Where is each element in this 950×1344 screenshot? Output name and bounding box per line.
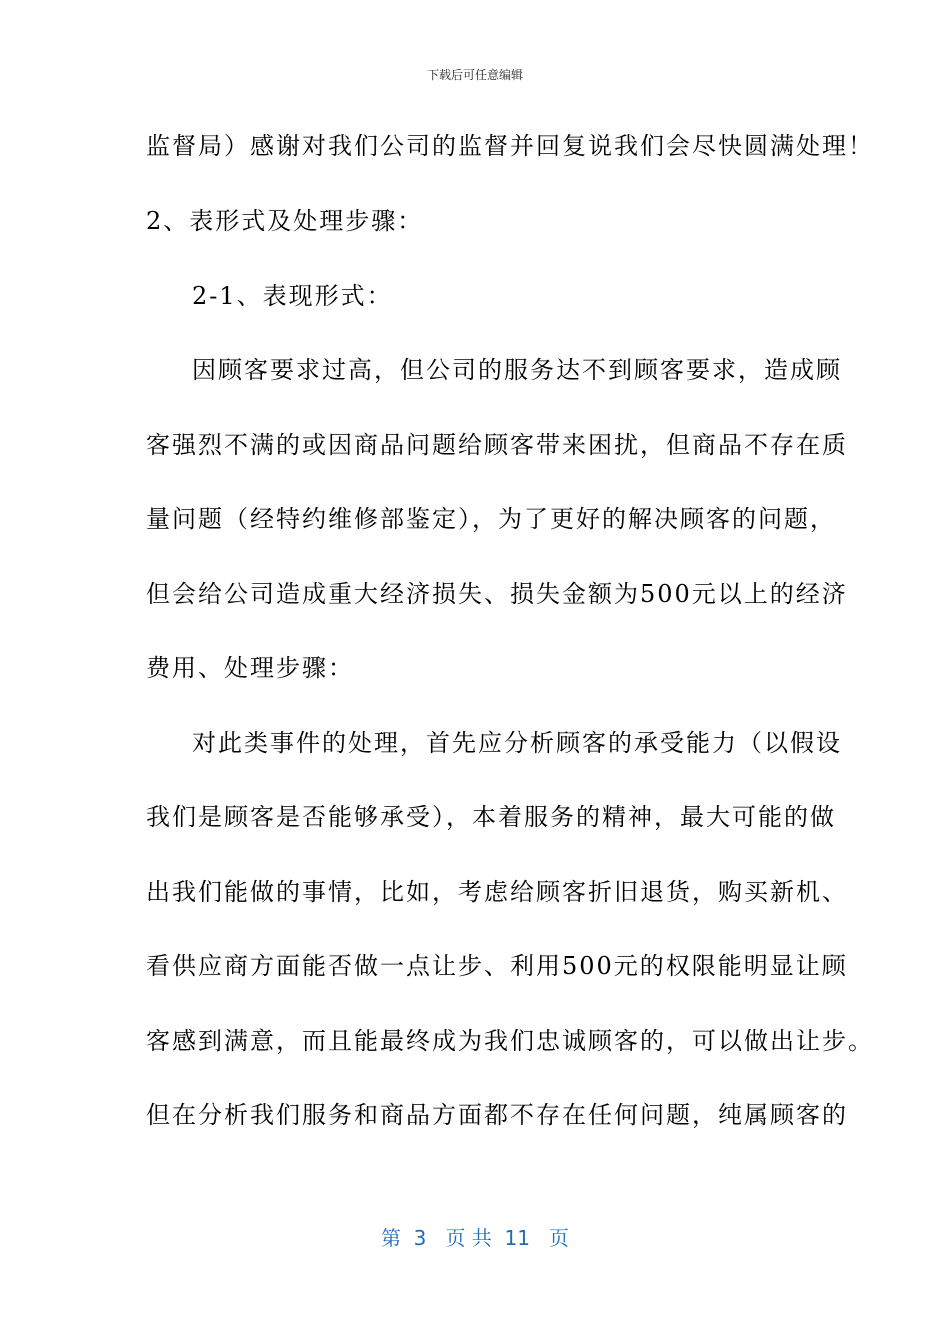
body-line-11: 出我们能做的事情，比如，考虑给顾客折旧退货，购买新机、 xyxy=(146,878,848,906)
body-line-1: 监督局）感谢对我们公司的监督并回复说我们会尽快圆满处理！ xyxy=(146,132,874,160)
body-line-8: 费用、处理步骤： xyxy=(146,654,354,682)
section-heading: 2、表形式及处理步骤： xyxy=(146,207,424,235)
body-line-5: 客强烈不满的或因商品问题给顾客带来困扰，但商品不存在质 xyxy=(146,431,848,459)
body-line-9: 对此类事件的处理，首先应分析顾客的承受能力（以假设 xyxy=(192,729,842,757)
body-line-14: 但在分析我们服务和商品方面都不存在任何问题，纯属顾客的 xyxy=(146,1101,848,1129)
page-number-footer: 第 3 页 共 11 页 xyxy=(380,1226,570,1250)
body-line-13: 客感到满意，而且能最终成为我们忠诚顾客的，可以做出让步。 xyxy=(146,1027,874,1055)
body-line-10: 我们是顾客是否能够承受），本着服务的精神，最大可能的做 xyxy=(146,803,836,831)
subsection-heading: 2-1、表现形式： xyxy=(192,282,393,310)
body-line-7: 但会给公司造成重大经济损失、损失金额为500元以上的经济 xyxy=(146,580,848,608)
body-line-12: 看供应商方面能否做一点让步、利用500元的权限能明显让顾 xyxy=(146,952,848,980)
page-header: 下载后可任意编辑 xyxy=(426,68,523,82)
body-line-6: 量问题（经特约维修部鉴定），为了更好的解决顾客的问题， xyxy=(146,505,836,533)
body-line-4: 因顾客要求过高，但公司的服务达不到顾客要求，造成顾 xyxy=(192,356,842,384)
